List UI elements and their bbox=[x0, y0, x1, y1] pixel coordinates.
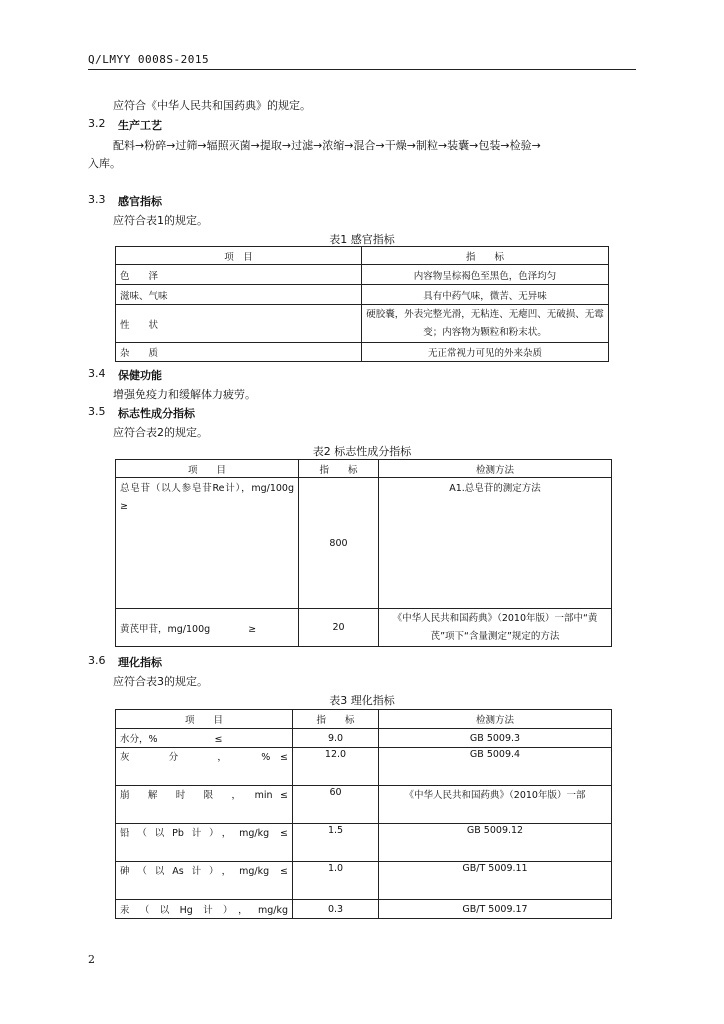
table-cell: 性 状 bbox=[116, 305, 362, 343]
table-cell: 汞（以Hg计），mg/kg bbox=[116, 900, 293, 919]
table-cell: A1.总皂苷的测定方法 bbox=[379, 478, 612, 609]
section-3-5-title: 标志性成分指标 bbox=[118, 407, 195, 420]
table-cell: 总皂苷（以人参皂苷Re计），mg/100g ≥ bbox=[116, 478, 299, 609]
table-cell: 1.5 bbox=[293, 824, 379, 862]
table-cell: 内容物呈棕褐色至黑色，色泽均匀 bbox=[362, 265, 609, 285]
section-3-6-text: 应符合表3的规定。 bbox=[113, 675, 208, 688]
section-3-2-process: 配料→粉碎→过筛→辐照灭菌→提取→过滤→浓缩→混合→干燥→制粒→装囊→包装→检验→ bbox=[113, 139, 541, 152]
table-cell: 灰 分 ， % ≤ bbox=[116, 748, 293, 786]
table-cell: 铅（以Pb计），mg/kg ≤ bbox=[116, 824, 293, 862]
table-marker-components bbox=[115, 459, 612, 647]
table-row bbox=[116, 285, 609, 305]
table-header-cell: 指 标 bbox=[293, 710, 379, 729]
table-cell: 800 bbox=[299, 478, 379, 609]
table-row bbox=[116, 609, 612, 647]
section-3-6-number: 3.6 bbox=[88, 654, 106, 667]
table-cell: 《中华人民共和国药典》（2010年版）一部中“黄芪”项下“含量测定”规定的方法 bbox=[379, 609, 612, 647]
table-header-cell: 检测方法 bbox=[379, 460, 612, 478]
table-header-cell: 指 标 bbox=[299, 460, 379, 478]
table-cell: 黄芪甲苷，mg/100g ≥ bbox=[116, 609, 299, 647]
table3-caption: 表3 理化指标 bbox=[329, 694, 395, 707]
table-cell: 崩 解 时 限 ， min ≤ bbox=[116, 786, 293, 824]
table-cell: 12.0 bbox=[293, 748, 379, 786]
table-row bbox=[116, 305, 609, 343]
section-3-2-title: 生产工艺 bbox=[118, 119, 162, 132]
table-header-cell: 指 标 bbox=[362, 247, 609, 265]
section-3-3-number: 3.3 bbox=[88, 193, 106, 206]
section-3-2-number: 3.2 bbox=[88, 117, 106, 130]
table-cell: 硬胶囊，外表完整光滑，无粘连、无瘪凹、无破损、无霉变；内容物为颗粒和粉末状。 bbox=[362, 305, 609, 343]
intro-text: 应符合《中华人民共和国药典》的规定。 bbox=[113, 99, 311, 112]
section-3-4-text: 增强免疫力和缓解体力疲劳。 bbox=[113, 388, 256, 401]
page-number: 2 bbox=[88, 953, 95, 966]
table-cell: 滋味、气味 bbox=[116, 285, 362, 305]
section-3-3-title: 感官指标 bbox=[118, 195, 162, 208]
table-row bbox=[116, 900, 612, 919]
header-rule bbox=[88, 69, 636, 70]
table-cell: 水分，% ≤ bbox=[116, 729, 293, 748]
table-cell: 《中华人民共和国药典》（2010年版）一部 bbox=[379, 786, 612, 824]
section-3-2-process-cont: 入库。 bbox=[88, 157, 121, 170]
table-row bbox=[116, 748, 612, 786]
table-row bbox=[116, 478, 612, 609]
table-header-cell: 项 目 bbox=[116, 710, 293, 729]
table-cell: 60 bbox=[293, 786, 379, 824]
table-cell: GB 5009.3 bbox=[379, 729, 612, 748]
table-header-cell: 检测方法 bbox=[379, 710, 612, 729]
table-row bbox=[116, 729, 612, 748]
table-header-row bbox=[116, 710, 612, 729]
table-cell: GB/T 5009.17 bbox=[379, 900, 612, 919]
table-cell: 无正常视力可见的外来杂质 bbox=[362, 343, 609, 362]
table-cell: 9.0 bbox=[293, 729, 379, 748]
table-cell: 20 bbox=[299, 609, 379, 647]
table-cell: 杂 质 bbox=[116, 343, 362, 362]
table-header-row bbox=[116, 460, 612, 478]
section-3-5-text: 应符合表2的规定。 bbox=[113, 426, 208, 439]
table-cell: 砷（以As计），mg/kg ≤ bbox=[116, 862, 293, 900]
table-row bbox=[116, 824, 612, 862]
table-cell: 具有中药气味，微苦、无异味 bbox=[362, 285, 609, 305]
table-cell: GB 5009.4 bbox=[379, 748, 612, 786]
table-header-row bbox=[116, 247, 609, 265]
table-cell: 色 泽 bbox=[116, 265, 362, 285]
table2-caption: 表2 标志性成分指标 bbox=[312, 445, 412, 458]
table-row bbox=[116, 786, 612, 824]
section-3-5-number: 3.5 bbox=[88, 405, 106, 418]
table-cell: GB/T 5009.11 bbox=[379, 862, 612, 900]
table-cell: 0.3 bbox=[293, 900, 379, 919]
table-row bbox=[116, 862, 612, 900]
table-row bbox=[116, 265, 609, 285]
table1-caption: 表1 感官指标 bbox=[329, 233, 395, 246]
section-3-6-title: 理化指标 bbox=[118, 656, 162, 669]
table-header-cell: 项 目 bbox=[116, 460, 299, 478]
table-row bbox=[116, 343, 609, 362]
table-cell: GB 5009.12 bbox=[379, 824, 612, 862]
table-sensory bbox=[115, 246, 609, 362]
table-physicochemical bbox=[115, 709, 612, 919]
section-3-3-text: 应符合表1的规定。 bbox=[113, 214, 208, 227]
table-header-cell: 项 目 bbox=[116, 247, 362, 265]
section-3-4-number: 3.4 bbox=[88, 367, 106, 380]
table-cell: 1.0 bbox=[293, 862, 379, 900]
document-code: Q/LMYY 0008S-2015 bbox=[88, 53, 210, 66]
section-3-4-title: 保健功能 bbox=[118, 369, 162, 382]
